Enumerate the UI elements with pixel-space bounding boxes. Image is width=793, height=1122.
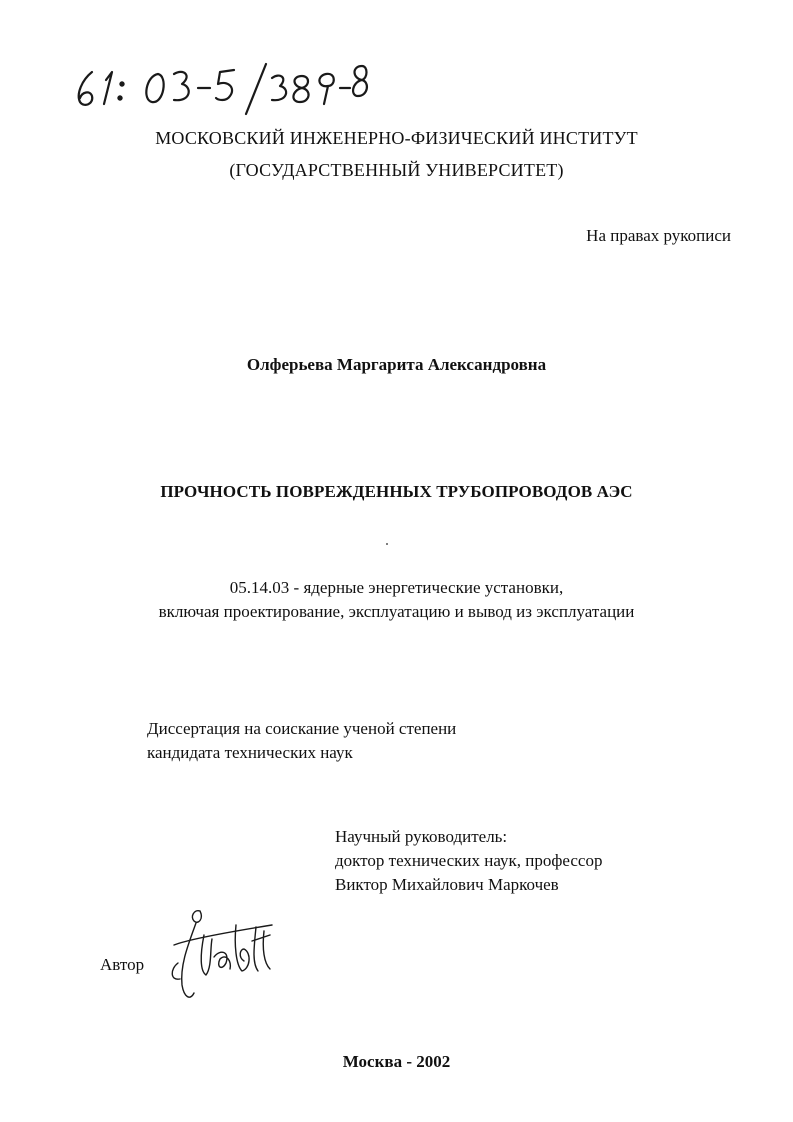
author-name: Олферьева Маргарита Александровна — [246, 355, 547, 374]
city-year: Москва - 2002 — [342, 1052, 451, 1071]
manuscript-rights-note: На правах рукописи — [586, 226, 731, 245]
signature-drawing — [160, 905, 290, 1005]
supervisor-label: Научный руководитель: — [335, 827, 508, 846]
handwritten-code-drawing — [70, 58, 370, 118]
institute-status: (ГОСУДАРСТВЕННЫЙ УНИВЕРСИТЕТ) — [229, 160, 564, 180]
supervisor-name: Виктор Михайлович Маркочев — [335, 875, 559, 894]
degree-statement: Диссертация на соискание ученой степени — [147, 719, 457, 738]
degree-name: кандидата технических наук — [147, 743, 353, 762]
dissertation-title: ПРОЧНОСТЬ ПОВРЕЖДЕННЫХ ТРУБОПРОВОДОВ АЭС — [160, 482, 633, 501]
specialty-description: включая проектирование, эксплуатацию и вывод из эксплуатации — [158, 602, 635, 621]
stray-dot — [386, 543, 388, 545]
supervisor-degree: доктор технических наук, профессор — [335, 851, 603, 870]
author-signature-label: Автор — [100, 955, 144, 974]
handwritten-catalog-code — [70, 58, 370, 118]
author-signature — [160, 905, 290, 1005]
institute-name: МОСКОВСКИЙ ИНЖЕНЕРНО-ФИЗИЧЕСКИЙ ИНСТИТУТ — [155, 128, 638, 148]
specialty-code: 05.14.03 - ядерные энергетические установки, — [229, 578, 564, 597]
